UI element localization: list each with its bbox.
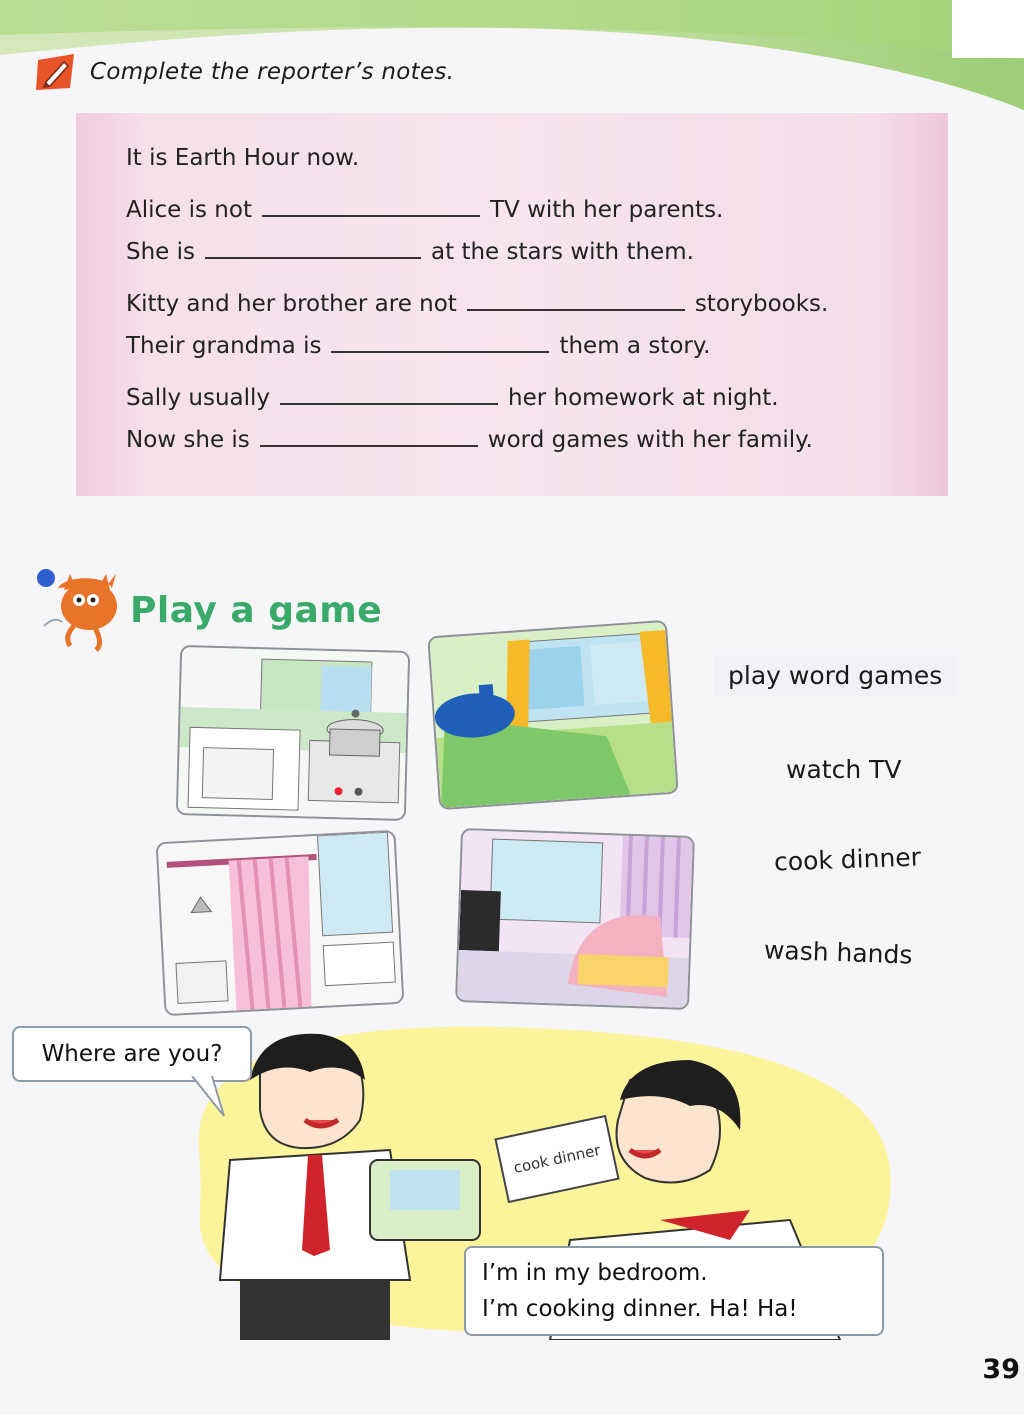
instruction-text: Complete the reporter’s notes. <box>90 59 455 85</box>
word-option[interactable]: watch TV <box>786 755 902 784</box>
page-number: 39 <box>982 1354 1020 1385</box>
notes-text: storybooks. <box>694 291 829 317</box>
word-option[interactable]: wash hands <box>763 935 913 970</box>
bathroom-illustration <box>158 832 403 1014</box>
game-header <box>34 566 382 654</box>
notes-line-4 <box>126 291 828 317</box>
picture-bedroom[interactable] <box>427 620 679 810</box>
word-card-text: cook dinner <box>512 1141 602 1177</box>
notes-line-5 <box>126 333 711 359</box>
notes-line-6 <box>126 385 779 411</box>
notes-text: It is Earth Hour now. <box>126 145 360 171</box>
notes-line-3 <box>126 239 694 265</box>
notes-text: Now she is <box>126 427 250 453</box>
notes-line-2 <box>126 197 723 223</box>
speech-text: I’m in my bedroom. <box>482 1260 708 1286</box>
answer-blank[interactable] <box>262 214 480 217</box>
speech-text: I’m cooking dinner. Ha! Ha! <box>482 1296 798 1322</box>
notes-text: TV with her parents. <box>489 197 724 223</box>
word-option[interactable]: cook dinner <box>773 842 922 877</box>
notes-line-7 <box>126 427 813 453</box>
speech-text: Where are you? <box>41 1041 223 1067</box>
cat-mascot-icon <box>34 566 126 654</box>
notes-text: them a story. <box>559 333 711 359</box>
answer-blank[interactable] <box>260 444 478 447</box>
notes-text: word games with her family. <box>487 427 813 453</box>
notes-text: She is <box>126 239 196 265</box>
notes-text: at the stars with them. <box>431 239 694 265</box>
word-option[interactable]: play word games <box>714 655 956 696</box>
answer-blank[interactable] <box>331 350 549 353</box>
kitchen-illustration <box>178 647 408 819</box>
notes-text: Their grandma is <box>126 333 322 359</box>
game-title: Play a game <box>130 589 383 631</box>
answer-blank[interactable] <box>467 308 685 311</box>
answer-blank[interactable] <box>205 256 421 259</box>
speech-bubble-right <box>464 1246 884 1336</box>
speech-bubble-left <box>12 1026 252 1082</box>
notes-text: Alice is not <box>126 197 252 223</box>
pencil-icon <box>34 52 76 92</box>
notes-text: Kitty and her brother are not <box>126 291 457 317</box>
living-room-illustration <box>457 830 693 1008</box>
picture-bathroom[interactable] <box>156 830 405 1016</box>
answer-blank[interactable] <box>280 402 498 405</box>
notes-line-1 <box>126 145 359 171</box>
notes-text: Sally usually <box>126 385 271 411</box>
picture-kitchen[interactable] <box>176 645 410 821</box>
instruction-row <box>34 52 454 92</box>
bedroom-illustration <box>429 622 676 808</box>
speech-tail-left <box>190 1076 230 1120</box>
notes-text: her homework at night. <box>508 385 779 411</box>
picture-living-room[interactable] <box>455 828 695 1010</box>
reporter-notes-box <box>76 113 948 496</box>
